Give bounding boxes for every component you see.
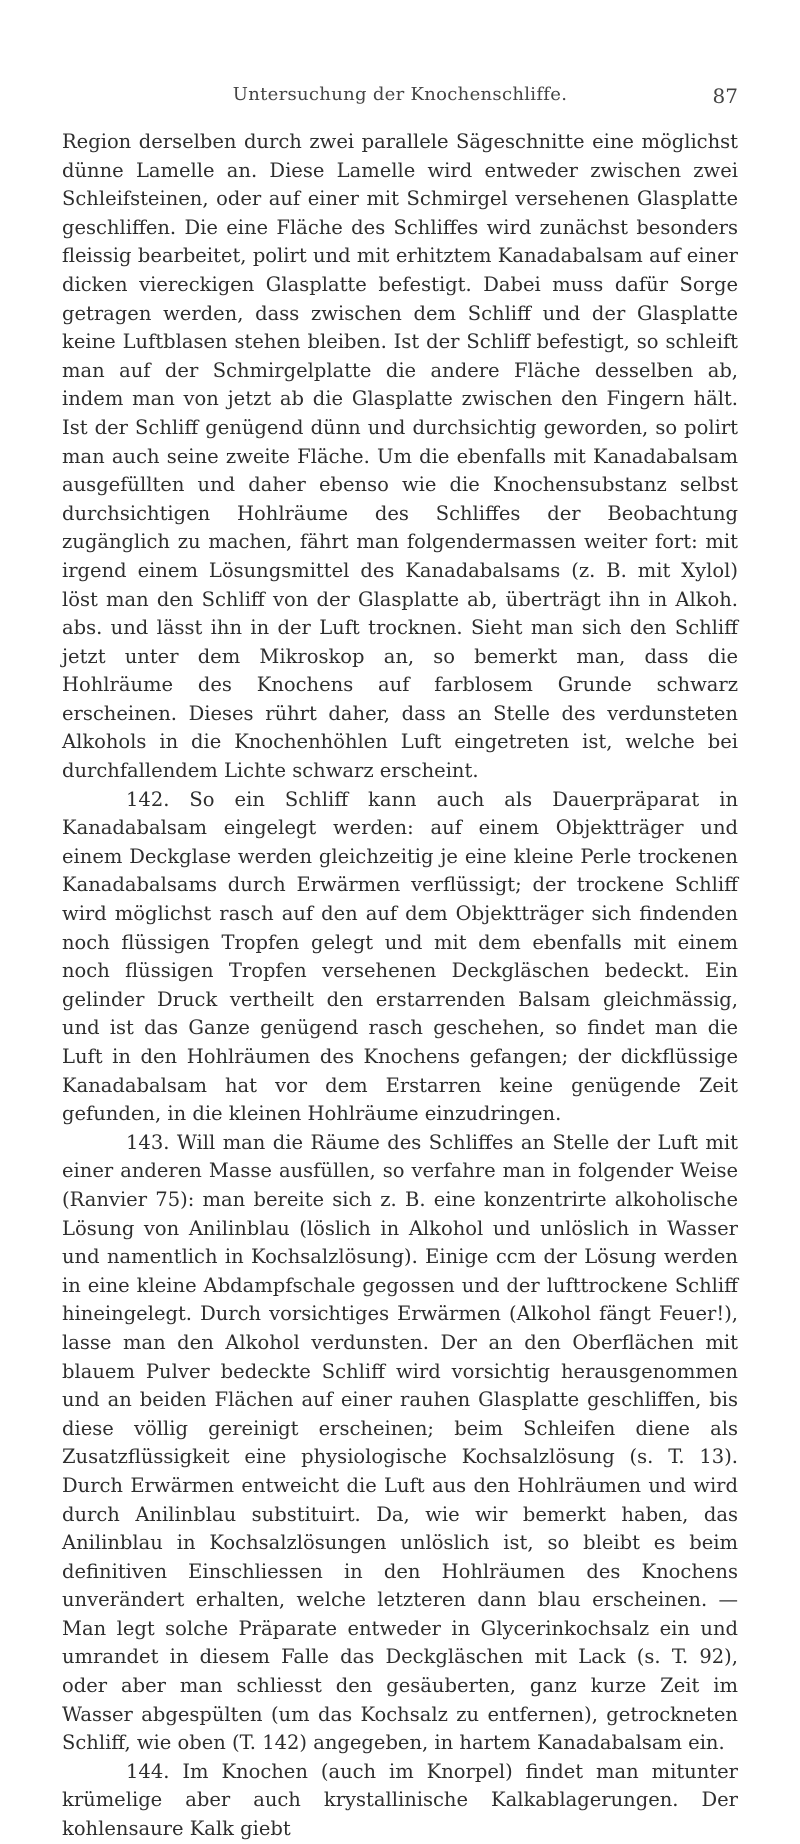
paragraph-142: 142. So ein Schliff kann auch als Dauerpräparat in Kanadabalsam eingelegt werden: auf einem Objektträger und einem Deckglase werden gleichzeitig je eine kleine Perle trockenen Kanadabalsams durch Erwärmen verflüssigt; der trockene Schliff wird möglichst rasch auf den auf dem Objektträger sich findenden noch flüssigen Tropfen gelegt und mit dem ebenfalls mit einem noch flüssigen Tropfen versehenen Deckgläschen bedeckt. Ein gelinder Druck vertheilt den erstarrenden Balsam gleichmässig, und ist das Ganze genügend rasch geschehen, so findet man die Luft in den Hohlräumen des Knochens gefangen; der dickflüssige Kanadabalsam hat vor dem Erstarren keine genügende Zeit gefunden, in die kleinen Hohlräume einzudringen. bbox=[62, 787, 738, 1126]
paragraph-144: 144. Im Knochen (auch im Knorpel) findet man mitunter krümelige aber auch krystallinische Kalkablagerungen. Der kohlensaure Kalk giebt bbox=[62, 1759, 738, 1841]
page-number: 87 bbox=[712, 84, 738, 108]
body-text bbox=[62, 128, 738, 1844]
paragraph-143: 143. Will man die Räume des Schliffes an Stelle der Luft mit einer anderen Masse ausfüllen, so verfahre man in folgender Weise (Ranvier 75): man bereite sich z. B. eine konzentrirte alkoholische Lösung von Anilinblau (löslich in Alkohol und unlöslich in Wasser und namentlich in Kochsalzlösung). Einige ccm der Lösung werden in eine kleine Abdampfschale gegossen und der lufttrockene Schliff hineingelegt. Durch vorsichtiges Erwärmen (Alkohol fängt Feuer!), lasse man den Alkohol verdunsten. Der an den Oberflächen mit blauem Pulver bedeckte Schliff wird vorsichtig herausgenommen und an beiden Flächen auf einer rauhen Glasplatte geschliffen, bis diese völlig gereinigt erscheinen; beim Schleifen diene als Zusatzflüssigkeit eine physiologische Kochsalzlösung (s. T. 13). Durch Erwärmen entweicht die Luft aus den Hohlräumen und wird durch Anilinblau substituirt. Da, wie wir bemerkt haben, das Anilinblau in Kochsalzlösungen unlöslich ist, so bleibt es beim definitiven Einschliessen in den Hohlräumen des Knochens unverändert erhalten, welche letzteren dann blau erscheinen. — Man legt solche Präparate entweder in Glycerinkochsalz ein und umrandet in diesem Falle das Deckgläschen mit Lack (s. T. 92), oder aber man schliesst den gesäuberten, ganz kurze Zeit im Wasser abgespülten (um das Kochsalz zu entfernen), getrockneten Schliff, wie oben (T. 142) angegeben, in hartem Kanadabalsam ein. bbox=[62, 1130, 738, 1755]
page-header bbox=[62, 84, 738, 110]
paragraph-continuation: Region derselben durch zwei parallele Sägeschnitte eine möglichst dünne Lamelle an. Diese Lamelle wird entweder zwischen zwei Schleifsteinen, oder auf einer mit Schmirgel versehenen Glasplatte geschliffen. Die eine Fläche des Schliffes wird zunächst besonders fleissig bearbeitet, polirt und mit erhitztem Kanadabalsam auf einer dicken viereckigen Glasplatte befestigt. Dabei muss dafür Sorge getragen werden, dass zwischen dem Schliff und der Glasplatte keine Luftblasen stehen bleiben. Ist der Schliff befestigt, so schleift man auf der Schmirgelplatte die andere Fläche desselben ab, indem man von jetzt ab die Glasplatte zwischen den Fingern hält. Ist der Schliff genügend dünn und durchsichtig geworden, so polirt man auch seine zweite Fläche. Um die ebenfalls mit Kanadabalsam ausgefüllten und daher ebenso wie die Knochensubstanz selbst durchsichtigen Hohlräume des Schliffes der Beobachtung zugänglich zu machen, fährt man folgendermassen weiter fort: mit irgend einem Lösungsmittel des Kanadabalsams (z. B. mit Xylol) löst man den Schliff von der Glasplatte ab, überträgt ihn in Alkoh. abs. und lässt ihn in der Luft trocknen. Sieht man sich den Schliff jetzt unter dem Mikroskop an, so bemerkt man, dass die Hohlräume des Knochens auf farblosem Grunde schwarz erscheinen. Dieses rührt daher, dass an Stelle des verdunsteten Alkohols in die Knochenhöhlen Luft eingetreten ist, welche bei durchfallendem Lichte schwarz erscheint. bbox=[62, 130, 738, 783]
running-head: Untersuchung der Knochenschliffe. bbox=[232, 84, 568, 105]
